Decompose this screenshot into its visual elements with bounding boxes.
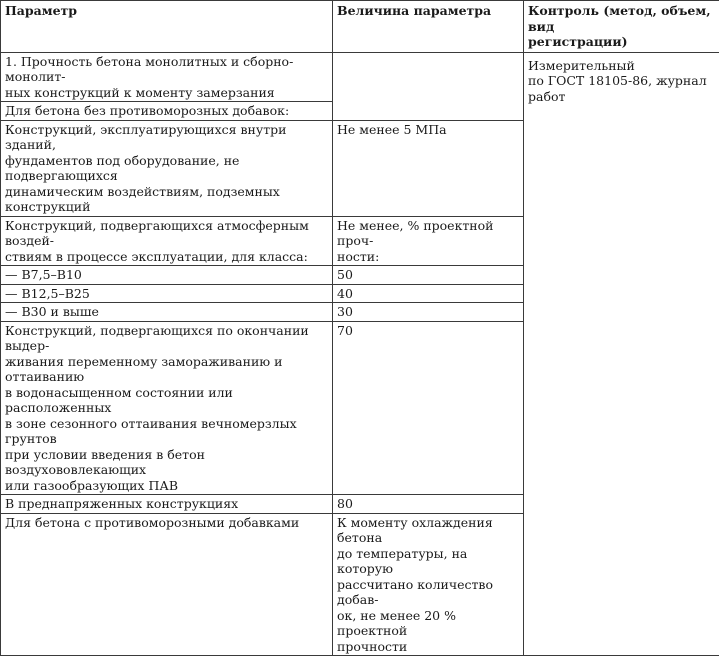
value-cell: 70 (333, 321, 524, 495)
value-cell: К моменту охлаждения бетона до температуры, на которую рассчитано количество добав- ок, не менее 20 % проектной прочности (333, 513, 524, 656)
param-cell: Для бетона без противоморозных добавок: (1, 102, 333, 121)
param-cell: Для бетона с противоморозными добавками (1, 513, 333, 656)
param-cell: — В30 и выше (1, 303, 333, 322)
value-cell (333, 52, 524, 120)
value-cell: 30 (333, 303, 524, 322)
header-row (1, 1, 719, 53)
param-cell: Конструкций, подвергающихся атмосферным воздей- ствиям в процессе эксплуатации, для класса: (1, 216, 333, 266)
value-cell: Не менее, % проектной проч- ности: (333, 216, 524, 266)
param-cell: — В7,5–В10 (1, 266, 333, 285)
header-control: Контроль (метод, объем, вид регистрации) (524, 1, 719, 53)
value-cell: 80 (333, 495, 524, 514)
param-cell: Конструкций, эксплуатирующихся внутри зданий, фундаментов под оборудование, не подвергающихся динамическим воздействиям, подземных конструкций (1, 120, 333, 216)
header-value: Величина параметра (333, 1, 524, 53)
table-row (1, 52, 719, 102)
param-cell: 1. Прочность бетона монолитных и сборно-монолит- ных конструкций к моменту замерзания (1, 52, 333, 102)
value-cell: 50 (333, 266, 524, 285)
param-cell: В преднапряженных конструкциях (1, 495, 333, 514)
param-cell: Конструкций, подвергающихся по окончании выдер- живания переменному замораживанию и оттаиванию в водонасыщенном состоянии или расположенных в зоне сезонного оттаивания вечномерзлых грунтов при условии введения в бетон воздухововлекающих или газообразующих ПАВ (1, 321, 333, 495)
value-cell: 40 (333, 284, 524, 303)
header-param: Параметр (1, 1, 333, 53)
param-cell: — В12,5–В25 (1, 284, 333, 303)
value-cell: Не менее 5 МПа (333, 120, 524, 216)
control-cell: Измерительный по ГОСТ 18105-86, журнал работ (524, 52, 719, 656)
